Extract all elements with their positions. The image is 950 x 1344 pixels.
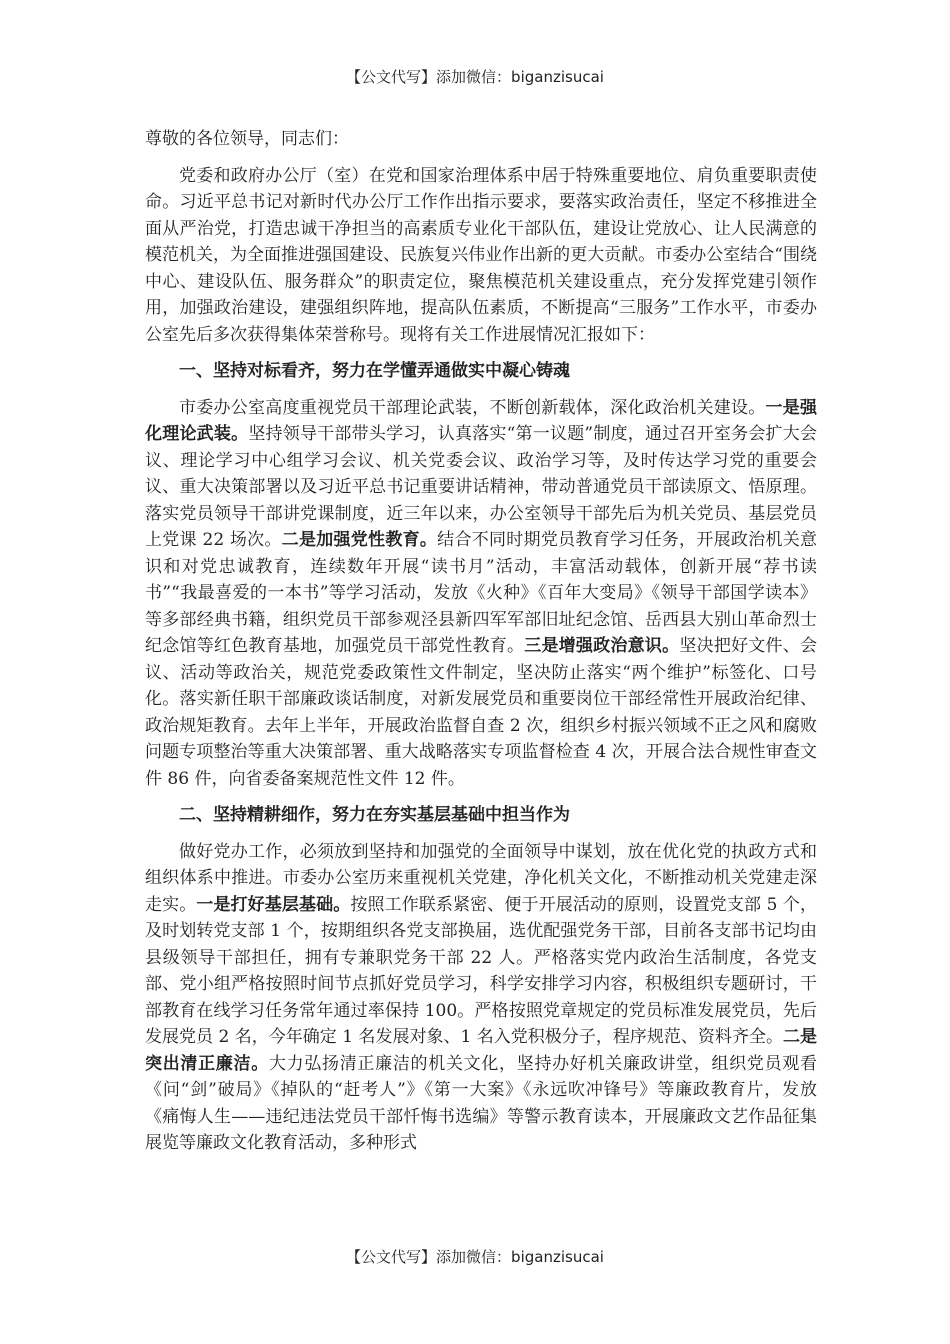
section-2-point-1-title: 一是打好基层基础。 bbox=[196, 894, 351, 915]
section-1-paragraph bbox=[145, 395, 817, 793]
section-2-point-2-title: 二是突出清正廉洁。 bbox=[145, 1027, 817, 1074]
greeting: 尊敬的各位领导，同志们： bbox=[145, 129, 349, 149]
section-2-heading: 二、坚持精耕细作，努力在夯实基层基础中担当作为 bbox=[179, 805, 570, 825]
section-1-point-3-text: 坚决把好文件、会议、活动等政治关，规范党委政策性文件制定，坚决防止落实“两个维护”标签化、口号化。落实新任职干部廉政谈话制度，对新发展党员和重要岗位干部经常性开展政治纪律、政治规矩教育。去年上半年，开展政治监督自查 2 次，组织乡村振兴领域不正之风和腐败问题专项整治等重大决策部署、重大战略落实专项监督检查 4 次，开展合法合规性审查文件 86 件，向省委备案规范性文件 12 件。 bbox=[145, 636, 818, 789]
intro-paragraph: 党委和政府办公厅（室）在党和国家治理体系中居于特殊重要地位、肩负重要职责使命。习近平总书记对新时代办公厅工作作出指示要求，要落实政治责任，坚定不移推进全面从严治党，打造忠诚干净担当的高素质专业化干部队伍，建设让党放心、让人民满意的模范机关，为全面推进强国建设、民族复兴伟业作出新的更大贡献。市委办公室结合“围绕中心、建设队伍、服务群众”的职责定位，聚焦模范机关建设重点，充分发挥党建引领作用，加强政治建设，建强组织阵地，提高队伍素质，不断提高“三服务”工作水平，市委办公室先后多次获得集体荣誉称号。现将有关工作进展情况汇报如下： bbox=[145, 165, 817, 345]
section-1-point-1-title: 一是强化理论武装。 bbox=[145, 397, 817, 444]
document-body bbox=[145, 126, 817, 1157]
section-2-intro: 做好党办工作，必须放到坚持和加强党的全面领导中谋划，放在优化党的执政方式和组织体系中推进。市委办公室历来重视机关党建，净化机关文化，不断推动机关党建走深走实。 bbox=[145, 841, 817, 915]
section-2-paragraph bbox=[145, 839, 817, 1157]
section-2-point-2-text: 大力弘扬清正廉洁的机关文化，坚持办好机关廉政讲堂，组织党员观看《问“剑”破局》《掉队的“赶考人”》《第一大案》《永远吹冲锋号》等廉政教育片，发放《痛悔人生——违纪违法党员干部忏悔书选编》等警示教育读本，开展廉政文艺作品征集展览等廉政文化教育活动，多种形式 bbox=[145, 1053, 818, 1153]
section-1-intro: 市委办公室高度重视党员干部理论武装，不断创新载体，深化政治机关建设。 bbox=[179, 397, 766, 418]
section-1-point-2-title: 二是加强党性教育。 bbox=[281, 530, 438, 550]
section-1-heading: 一、坚持对标看齐，努力在学懂弄通做实中凝心铸魂 bbox=[179, 361, 570, 381]
section-1-point-1-text: 坚持领导干部带头学习，认真落实“第一议题”制度，通过召开室务会扩大会议、理论学习中心组学习会议、机关党委会议、政治学习等，及时传达学习党的重要会议、重大决策部署以及习近平总书记重要讲话精神，带动普通党员干部读原文、悟原理。落实党员领导干部讲党课制度，近三年以来，办公室领导干部先后为机关党员、基层党员上党课 22 场次。 bbox=[145, 424, 817, 550]
section-2-point-1-text: 按照工作联系紧密、便于开展活动的原则，设置党支部 5 个，及时划转党支部 1 个，按期组织各党支部换届，选优配强党务干部，目前各支部书记均由县级领导干部担任，拥有专兼职党务干部 22 人。严格落实党内政治生活制度，各党支部、党小组严格按照时间节点抓好党员学习，科学安排学习内容，积极组织专题研讨，干部教育在线学习任务常年通过率保持 100。严格按照党章规定的党员标准发展党员，先后发展党员 2 名，今年确定 1 名发展对象、1 名入党积极分子，程序规范、资料齐全。 bbox=[145, 894, 818, 1047]
section-1-point-2-text: 结合不同时期党员教育学习任务，开展政治机关意识和对党忠诚教育，连续数年开展“读书月”活动，丰富活动载体，创新开展“荐书读书”“我最喜爱的一本书”等学习活动，发放《火种》《百年大变局》《领导干部国学读本》等多部经典书籍，组织党员干部参观泾县新四军军部旧址纪念馆、岳西县大别山革命烈士纪念馆等红色教育基地，加强党员干部党性教育。 bbox=[145, 530, 817, 656]
page-footer: 【公文代写】添加微信：biganzisucai bbox=[346, 1248, 604, 1266]
page-header: 【公文代写】添加微信：biganzisucai bbox=[346, 68, 604, 86]
section-1-point-3-title: 三是增强政治意识。 bbox=[524, 636, 680, 656]
